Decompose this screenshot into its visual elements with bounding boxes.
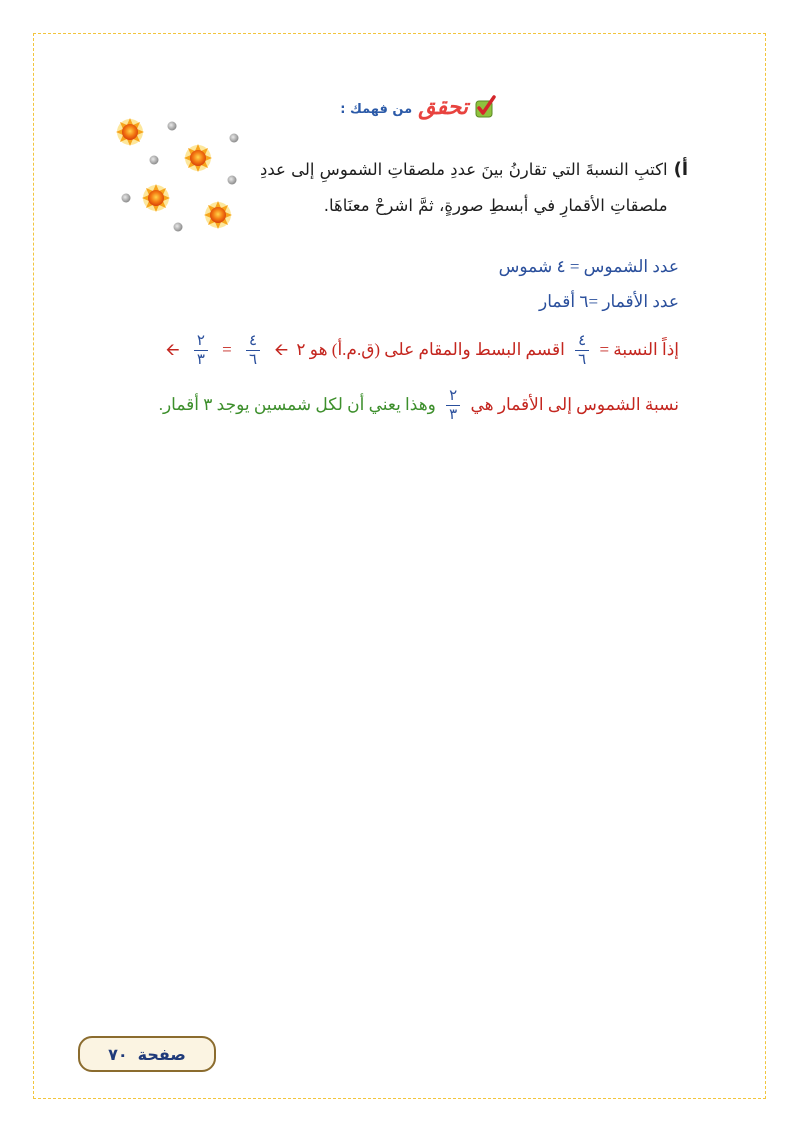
- page-number-badge: [78, 1036, 216, 1072]
- moons-count-line: عدد الأقمار =٦ أقمار: [539, 292, 679, 311]
- question-number: أ): [673, 159, 688, 180]
- fraction-four-sixths-2: $\frac{٤}{٦}$: [246, 334, 260, 368]
- question-text: اكتبِ النسبةَ التي تقارنُ بينَ عددِ ملصقاتِ الشموسِ إلى عددِ ملصقاتِ الأقمارِ في أبسطِ صورةٍ، ثمَّ اشرحْ معنَاهَا.: [259, 160, 668, 215]
- page-label: صفحة: [137, 1044, 186, 1064]
- suns-count-line: عدد الشموس = ٤ شموس: [498, 257, 679, 276]
- ratio-simplify-line: [162, 334, 679, 368]
- sun-moon-stickers-image: [108, 110, 248, 240]
- checkmark-icon: [474, 95, 496, 119]
- conclusion-line: [159, 389, 679, 423]
- conclusion-part-2: وهذا يعني أن لكل شمسين يوجد ٣ أقمار.: [158, 394, 436, 414]
- fraction-four-sixths: $\frac{٤}{٦}$: [575, 334, 589, 368]
- section-heading: [340, 94, 496, 120]
- heading-subtitle: من فهمك :: [340, 101, 413, 117]
- page-number: ٧٠: [108, 1044, 128, 1064]
- heading-title: تحقق: [418, 94, 468, 120]
- fraction-two-thirds-conclusion: $\frac{٢}{٣}$: [446, 389, 460, 423]
- ratio-step-text: اقسم البسط والمقام على (ق.م.أ) هو ٢: [296, 339, 565, 359]
- question-block: [248, 152, 688, 224]
- equals-sign: =: [222, 339, 232, 359]
- arrow-left-icon-2: 🡨: [165, 339, 180, 359]
- conclusion-part-1: نسبة الشموس إلى الأقمار هي: [470, 394, 679, 414]
- ratio-prefix: إذاً النسبة =: [599, 339, 679, 359]
- arrow-left-icon: 🡨: [274, 339, 289, 359]
- fraction-two-thirds: $\frac{٢}{٣}$: [194, 334, 208, 368]
